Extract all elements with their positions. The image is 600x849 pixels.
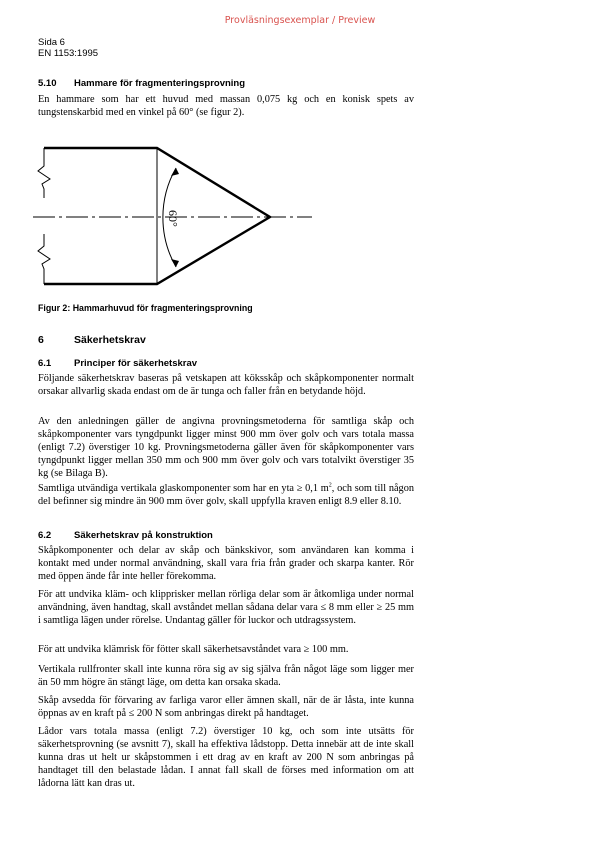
s62-paragraph-3: För att undvika klämrisk för fötter skall säkerhetsavståndet vara ≥ 100 mm. [38, 644, 349, 655]
section-number: 6.1 [38, 358, 52, 369]
section-5-10-heading [38, 78, 245, 89]
section-number: 6 [38, 334, 44, 346]
preview-watermark: Provläsningsexemplar / Preview [224, 15, 376, 26]
s62-paragraph-4: Vertikala rullfronter skall inte kunna röra sig av sig själva från något läge som ligger mer än 50 mm högre än stängt läge, om detta kan orsaka skada. [38, 664, 414, 688]
s62-paragraph-2: För att undvika kläm- och klipprisker mellan rörliga delar som är åtkomliga under normal användning, även handtag, skall avståndet mellan sådana delar vara ≤ 8 mm eller ≥ 25 mm i samtliga lägen under rörelse. Undantag gäller för luckor och utdragssystem. [38, 589, 414, 626]
s61-paragraph-3 [38, 482, 414, 508]
section-number: 5.10 [38, 78, 57, 89]
section-number: 6.2 [38, 530, 52, 541]
break-line-bottom [38, 234, 50, 284]
section-6-1-heading [38, 358, 197, 369]
angle-label: 60° [166, 210, 180, 227]
page-number: Sida 6 [38, 37, 65, 48]
s61-paragraph-2: Av den anledningen gäller de angivna provningsmetoderna för samtliga skåp och skåpkomponenter vars tyngdpunkt ligger minst 900 mm över golv och vars totala massa (enligt 7.2) överstiger 10 kg. Provningsmetoderna gäller även för skåpkomponenter vars tyngdpunkt ligger mellan 350 mm och 900 mm över golv och vars totalvikt överstiger 35 kg (se Bilaga B). [38, 416, 414, 479]
s61-p3-text-a: Samtliga utvändiga vertikala glaskomponenter som har en yta ≥ 0,1 m [38, 483, 329, 494]
standard-number: EN 1153:1995 [38, 48, 99, 59]
s61-p3-superscript: 2 [328, 482, 332, 489]
s62-paragraph-6: Lådor vars totala massa (enligt 7.2) överstiger 10 kg, och som inte utsätts för säkerhetsprovning (se avsnitt 7), skall ha effektiva lådstopp. Detta innebär att de inte skall kunna dras ut helt ur skåpstommen i ett drag av en kraft av 200 N som anbringas på handtaget till den belastade lådan. I annat fall skall de förses med information om att lådorna lätt kan dras ut. [38, 726, 414, 789]
s62-paragraph-1: Skåpkomponenter och delar av skåp och bänkskivor, som användaren kan komma i kontakt med under normal användning, skall vara fria från grader och skarpa kanter. Rör med öppen ände får inte heller förekomma. [38, 545, 414, 582]
s61-paragraph-1: Följande säkerhetskrav baseras på vetskapen att köksskåp och skåpkomponenter normalt orsakar allvarlig skada endast om de är tunga och faller från en betydande höjd. [38, 373, 414, 397]
s62-paragraph-5: Skåp avsedda för förvaring av farliga varor eller ämnen skall, när de är låsta, inte kunna öppnas av en kraft på ≤ 200 N som anbringas direkt på handtaget. [38, 695, 414, 719]
break-line-top [38, 148, 50, 198]
section-title: Principer för säkerhetskrav [74, 358, 198, 369]
section-title: Säkerhetskrav [74, 334, 146, 346]
section-title: Hammare för fragmenteringsprovning [74, 78, 246, 89]
hammer-head-figure [30, 140, 320, 290]
section-5-10-text: En hammare som har ett huvud med massan 0,075 kg och en konisk spets av tungstenskarbid med en vinkel på 60° (se figur 2). [38, 94, 414, 118]
section-6-2-heading [38, 530, 213, 541]
section-6-heading [38, 334, 146, 346]
s61-p3-text-b: , och som till någon del befinner sig mindre än 900 mm över golv, skall uppfylla kraven enligt 8.9 eller 8.10. [38, 483, 414, 507]
figure-caption: Figur 2: Hammarhuvud för fragmenteringsprovning [38, 303, 253, 313]
section-title: Säkerhetskrav på konstruktion [74, 530, 213, 541]
